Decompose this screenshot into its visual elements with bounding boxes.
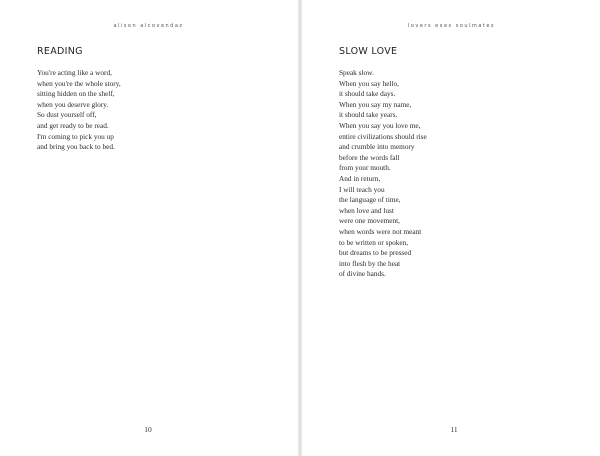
left-page [0,0,297,456]
poem-body-reading [37,68,121,153]
poem-line: entire civilizations should rise [339,131,427,141]
right-page [303,0,600,456]
poem-line: but dreams to be pressed [339,248,412,258]
poem-line: I will teach you [339,184,385,194]
poem-line: and crumble into memory [339,142,415,152]
poem-line: before the words fall [339,152,400,162]
poem-line: When you say you love me, [339,120,421,130]
page-number-right: 11 [450,425,458,434]
poem-line: when love and lust [339,205,394,215]
running-head-book-title: lovers exes soulmates [407,23,496,29]
poem-line: I'm coming to pick you up [37,131,114,141]
poem-line: When you say hello, [339,78,399,88]
poem-line: when you deserve glory. [37,99,109,109]
poem-line: When you say my name, [339,99,412,109]
poem-line: to be written or spoken, [339,237,409,247]
poem-line: into flesh by the heat [339,258,401,268]
poem-line: sitting hidden on the shelf, [37,89,115,99]
poem-title-reading: READING [37,46,83,57]
poem-line: it should take days. [339,89,396,99]
poem-line: when you're the whole story, [37,78,121,88]
poem-title-slow-love: SLOW LOVE [339,46,398,57]
poem-line: the language of time, [339,195,401,205]
poem-line: from your mouth. [339,163,391,173]
poem-line: and get ready to be read. [37,120,109,130]
poem-line: So dust yourself off, [37,110,97,120]
poem-line: Speak slow. [339,68,374,77]
poem-line: it should take years. [339,110,398,120]
poem-line: And in return, [339,173,381,183]
poem-line: were one movement, [339,216,400,226]
poem-line: and bring you back to bed. [37,142,115,152]
page-number-left: 10 [144,425,152,434]
poem-line: You're acting like a word, [37,68,112,77]
poem-line: of divine hands. [339,269,386,279]
poem-line: when words were not meant [339,226,422,236]
poem-body-slow-love [339,68,427,280]
running-head-author: alison alcovendaz [113,23,184,29]
